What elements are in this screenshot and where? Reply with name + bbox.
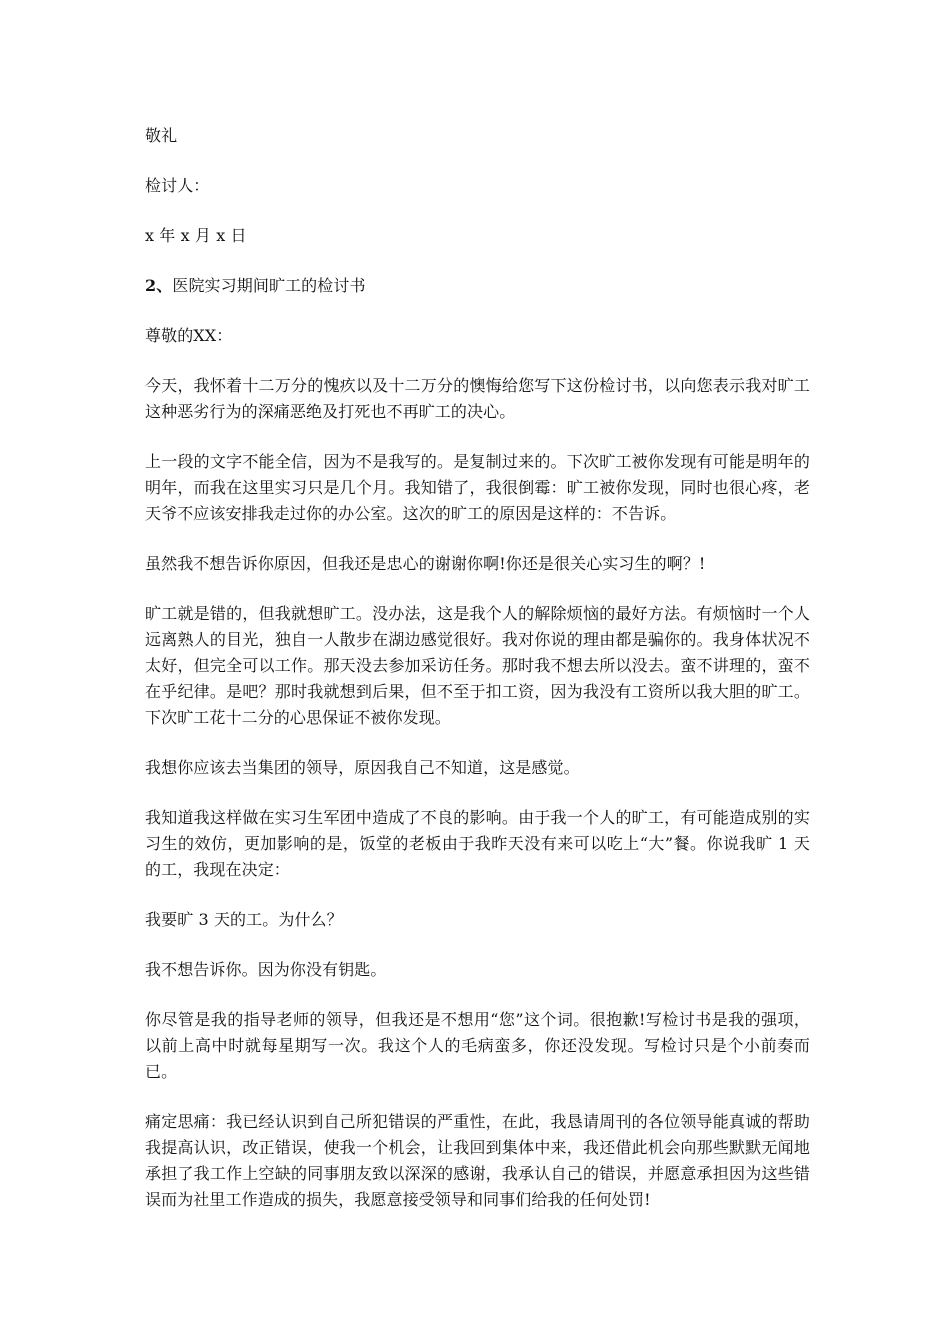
section-heading	[145, 273, 810, 299]
paragraph-4: 旷工就是错的，但我就想旷工。没办法，这是我个人的解除烦恼的最好方法。有烦恼时一个人远离熟人的目光，独自一人散步在湖边感觉很好。我对你说的理由都是骗你的。我身体状况不太好，但完全可以工作。那天没去参加采访任务。那时我不想去所以没去。蛮不讲理的，蛮不在乎纪律。是吧？那时我就想到后果，但不至于扣工资，因为我没有工资所以我大胆的旷工。下次旷工花十二分的心思保证不被你发现。	[145, 604, 810, 727]
paragraph-1: 今天，我怀着十二万分的愧疚以及十二万分的懊悔给您写下这份检讨书，以向您表示我对旷工这种恶劣行为的深痛恶绝及打死也不再旷工的决心。	[145, 376, 810, 421]
date-line: x 年 x 月 x 日	[145, 226, 247, 245]
paragraph-3: 虽然我不想告诉你原因，但我还是忠心的谢谢你啊!你还是很关心实习生的啊？!	[145, 554, 706, 573]
closing-line: 敬礼	[145, 126, 178, 145]
salutation: 尊敬的XX：	[145, 326, 233, 345]
paragraph-2: 上一段的文字不能全信，因为不是我写的。是复制过来的。下次旷工被你发现有可能是明年的明年，而我在这里实习只是几个月。我知错了，我很倒霉：旷工被你发现，同时也很心疼，老天爷不应该安排我走过你的办公室。这次的旷工的原因是这样的：不告诉。	[145, 452, 810, 523]
paragraph-6: 我知道我这样做在实习生军团中造成了不良的影响。由于我一个人的旷工，有可能造成别的实习生的效仿，更加影响的是，饭堂的老板由于我昨天没有来可以吃上“大”餐。你说我旷 1 天的工，我现在决定：	[145, 808, 810, 879]
signer-label: 检讨人：	[145, 176, 210, 195]
paragraph-7: 我要旷 3 天的工。为什么？	[145, 910, 343, 929]
paragraph-9: 你尽管是我的指导老师的领导，但我还是不想用“您”这个词。很抱歉!写检讨书是我的强项，以前上高中时就每星期写一次。我这个人的毛病蛮多，你还没发现。写检讨只是个小前奏而已。	[145, 1010, 810, 1081]
paragraph-8: 我不想告诉你。因为你没有钥匙。	[145, 960, 387, 979]
paragraph-5: 我想你应该去当集团的领导，原因我自己不知道，这是感觉。	[145, 758, 580, 777]
document-body	[145, 123, 810, 1237]
section-number: 2、	[145, 276, 173, 295]
paragraph-10: 痛定思痛：我已经认识到自己所犯错误的严重性，在此，我恳请周刊的各位领导能真诚的帮助我提高认识，改正错误，使我一个机会，让我回到集体中来，我还借此机会向那些默默无闻地承担了我工作上空缺的同事朋友致以深深的感谢，我承认自己的错误，并愿意承担因为这些错误而为社里工作造成的损失，我愿意接受领导和同事们给我的任何处罚!	[145, 1112, 810, 1209]
section-title: 医院实习期间旷工的检讨书	[172, 276, 366, 295]
